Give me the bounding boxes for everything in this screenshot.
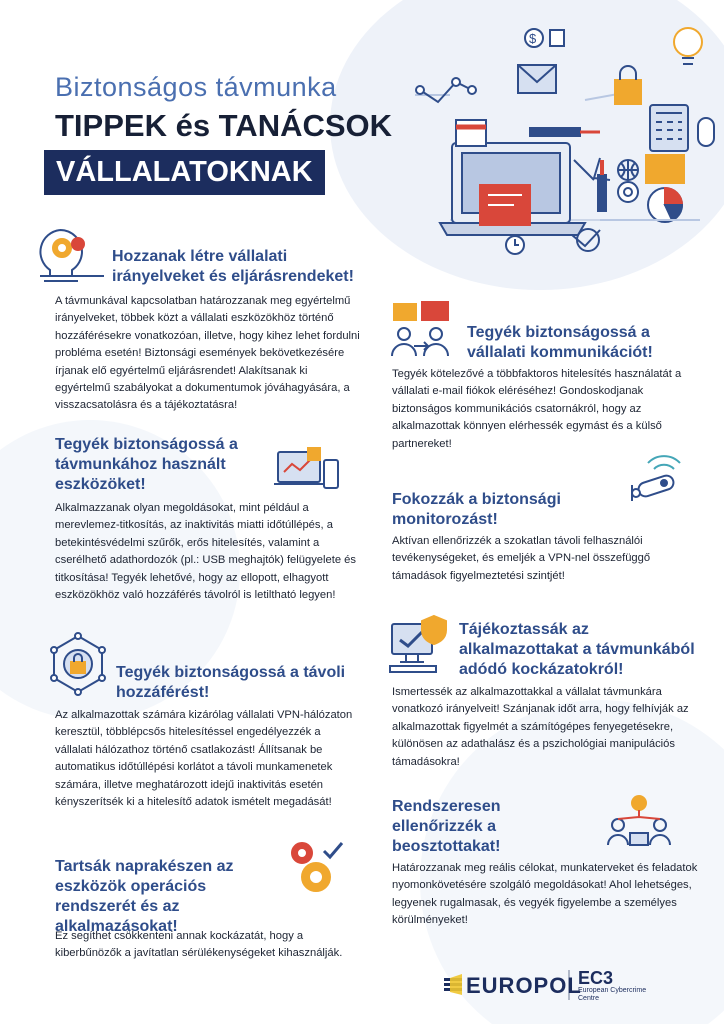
- security-camera-icon: [624, 455, 684, 507]
- section-heading: Fokozzák a biztonsági monitorozást!: [392, 491, 561, 528]
- section-heading: Tegyék biztonságossá a vállalati kommunikációt!: [467, 324, 653, 361]
- section-heading: Rendszeresen ellenőrizzék a beosztottakat!: [392, 798, 501, 855]
- ec3-logo: EC3: [578, 968, 614, 988]
- ec3-subtitle-line1: European Cybercrime: [578, 987, 647, 994]
- section-body: Aktívan ellenőrizzék a szokatlan távoli felhasználói tevékenységeket, és emeljék a VPN-nel összefüggő támadások figyelmeztetési szintjét!: [392, 535, 651, 582]
- section-heading: Tegyék biztonságossá a távmunkához használt eszközöket!: [55, 436, 238, 493]
- section-body: Tegyék kötelezővé a többfaktoros hitelesítés használatát a vállalati e-mail fiókok eléréséhez! Gondoskodjanak biztonságos kommunikációs csatornákról, hogy az alkalmazottak könnyen elérhessék egymást és a külső partnereket!: [392, 368, 682, 450]
- section-heading: Tájékoztassák az alkalmazottakat a távmunkából adódó kockázatokról!: [459, 621, 695, 678]
- section-body: Határozzanak meg reális célokat, munkaterveket és feladatok nyomonkövetésére szolgáló megoldásokat! Ahol lehetséges, legyenek rugalmasak, és vegyék figyelembe a személyes körülményeket!: [392, 862, 698, 927]
- section-body: Ez segíthet csökkenteni annak kockázatát, hogy a kiberbűnözők a javítatlan sérülékenységeket kihasználják.: [55, 930, 343, 960]
- gears-check-icon: [280, 837, 344, 897]
- section-body: Az alkalmazottak számára kizárólag vállalati VPN-hálózaton keresztül, többlépcsős hitelesítéssel engedélyezzék a vállalati hálózathoz történő csatlakozást! Állítsanak be automatikus időtúllépési korlátot a távoli munkamenetek számára, illetve meghatározott idejű inaktivitás esetén kényszerítsék ki a hitelesítő adatok ismételt megadását!: [55, 709, 353, 809]
- monitor-shield-icon: [388, 614, 450, 674]
- page-title: TIPPEK és TANÁCSOK: [55, 108, 393, 143]
- network-lock-icon: [46, 632, 110, 696]
- section-heading: Tartsák naprakészen az eszközök operációs rendszerét és az alkalmazásokat!: [55, 858, 234, 935]
- section-body: A távmunkával kapcsolatban határozzanak meg egyértelmű irányelveket, többek közt a vállalati eszközökhöz történő hozzáférésekre vonatkozóan, illetve, hogy kihez lehet fordulni probléma esetén! Biztonsági események bekövetkezésére írjanak elő egyértelmű eljárásrendet! Alakítsanak ki egyértelmű szabályokat a dokumentumok jóváhagyására, a visszacsatolásra és a tájékoztatásra!: [55, 295, 360, 412]
- page-title-banner: VÁLLALATOKNAK: [44, 150, 325, 195]
- section-heading: Tegyék biztonságossá a távoli hozzáférést!: [116, 664, 346, 701]
- people-chat-icon: [390, 300, 452, 360]
- svg-text:$: $: [529, 31, 537, 46]
- footer-logos: [444, 968, 704, 1002]
- remote-work-illustration-icon: [410, 10, 720, 260]
- europol-wordmark: EUROPOL: [466, 973, 582, 998]
- ec3-subtitle-line2: Centre: [578, 995, 600, 1002]
- section-body: Alkalmazzanak olyan megoldásokat, mint például a merevlemez-titkosítás, az inaktivitás miatti időtúllépés, a betekintésvédelmi szűrők, erős hitelesítés, valamint a cserélhető adathordozók (pl.: USB meghajtók) felügyelete és titkosítása! Tegyék lehetővé, hogy az ellopott, elhagyott eszközökhöz való hozzáférés távolról is letiltható legyen!: [55, 502, 356, 602]
- section-body: Ismertessék az alkalmazottakkal a vállalat távmunkára vonatkozó irányelveit! Szánjanak időt arra, hogy felhívják az alkalmazottak figyelmét a számítógépes fenyegetésekre, különösen az adathalász és a pszichológiai manipulációs támadásokra!: [392, 686, 689, 768]
- section-heading: Hozzanak létre vállalati irányelveket és eljárásrendeket!: [112, 248, 354, 285]
- team-network-icon: [604, 793, 674, 853]
- gears-lightbulb-icon: [38, 226, 106, 284]
- locked-devices-icon: [272, 446, 342, 492]
- page-subtitle: Biztonságos távmunka: [55, 72, 337, 102]
